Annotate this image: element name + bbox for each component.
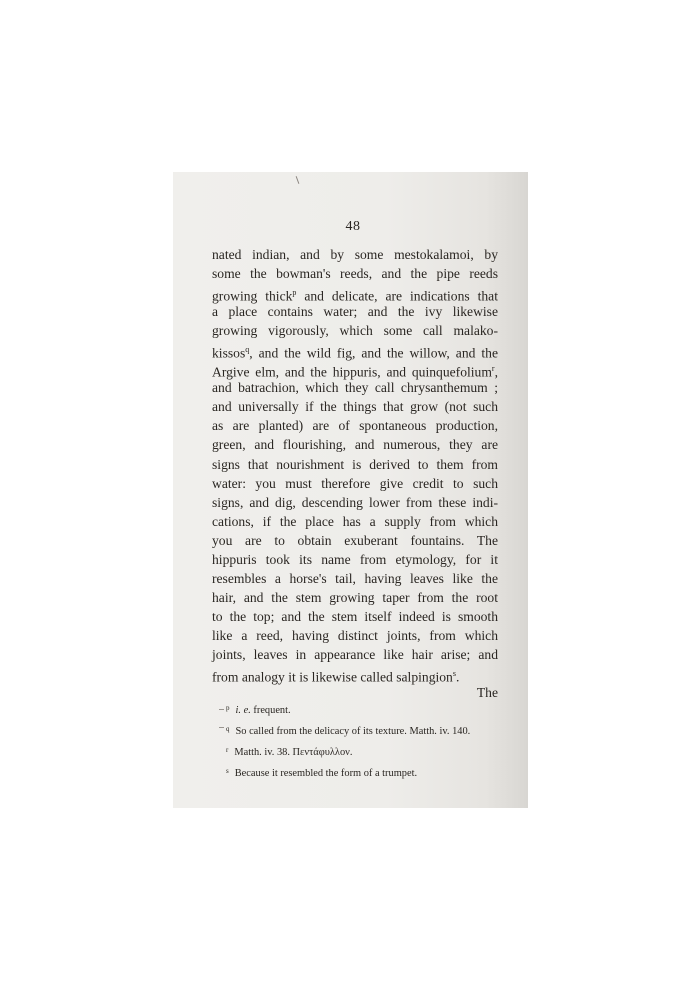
footnote-text: i. e. frequent.	[235, 705, 291, 716]
text-line: water: you must therefore give credit to such	[212, 475, 498, 491]
footnote-mark: s	[226, 767, 229, 775]
catchword: The	[476, 685, 498, 701]
margin-mark	[219, 709, 224, 710]
footnote-reference: p	[292, 288, 297, 298]
text-line: like a reed, having distinct joints, from which	[212, 627, 498, 643]
text-line: growing thick$^p$ and delicate, are indications that	[212, 288, 498, 304]
text-line: signs that nourishment is derived to them from	[212, 456, 498, 472]
text-line: green, and flourishing, and numerous, they are	[212, 437, 498, 453]
footnotes	[226, 699, 516, 783]
text-line: signs, and dig, descending lower from these indi-	[212, 494, 498, 510]
page-number: 48	[345, 219, 361, 234]
text-line: nated indian, and by some mestokalamoi, by	[212, 247, 498, 262]
text-line: as are planted) are of spontaneous production,	[212, 418, 498, 434]
text-line: kissos$^q$, and the wild fig, and the willow, and the	[212, 345, 498, 361]
text-line: you are to obtain exuberant fountains. The	[212, 532, 498, 548]
footnote	[226, 720, 516, 741]
footnote-mark: r	[226, 746, 229, 754]
footnote-mark: p	[226, 704, 230, 712]
footnote-text: Because it resembled the form of a trumpet.	[234, 768, 418, 779]
margin-mark	[219, 727, 224, 728]
footnote-text: So called from the delicacy of its texture. Matth. iv. 140.	[235, 726, 471, 737]
footnote	[226, 762, 516, 783]
text-line: resembles a horse's tail, having leaves like the	[212, 570, 498, 586]
text-line: to the top; and the stem itself indeed is smooth	[212, 608, 498, 624]
text-line: Argive elm, and the hippuris, and quinquefolium$^r$,	[212, 364, 498, 380]
text-line: and batrachion, which they call chrysanthemum ;	[212, 380, 498, 396]
text-line: and universally if the things that grow (not such	[212, 399, 498, 415]
footnote	[226, 699, 516, 720]
footnote	[226, 741, 516, 762]
text-line: from analogy it is likewise called salpingion$^s$.	[212, 669, 460, 685]
text-line: hippuris took its name from etymology, for it	[212, 551, 498, 567]
text-line: a place contains water; and the ivy likewise	[212, 304, 498, 320]
text-line: joints, leaves in appearance like hair arise; and	[212, 646, 498, 662]
text-line: growing vigorously, which some call malako-	[212, 323, 498, 339]
text-line: hair, and the stem growing taper from the root	[212, 589, 498, 605]
footnote-reference: s	[452, 669, 456, 679]
footnote-text: Matth. iv. 38. Πεντάφυλλον.	[234, 747, 353, 758]
text-line: cations, if the place has a supply from which	[212, 513, 498, 529]
footnote-mark: q	[226, 725, 230, 733]
body-text	[212, 245, 498, 702]
text-line: some the bowman's reeds, and the pipe reeds	[212, 266, 498, 282]
footnote-reference: r	[491, 364, 495, 374]
footnote-reference: q	[245, 345, 250, 355]
